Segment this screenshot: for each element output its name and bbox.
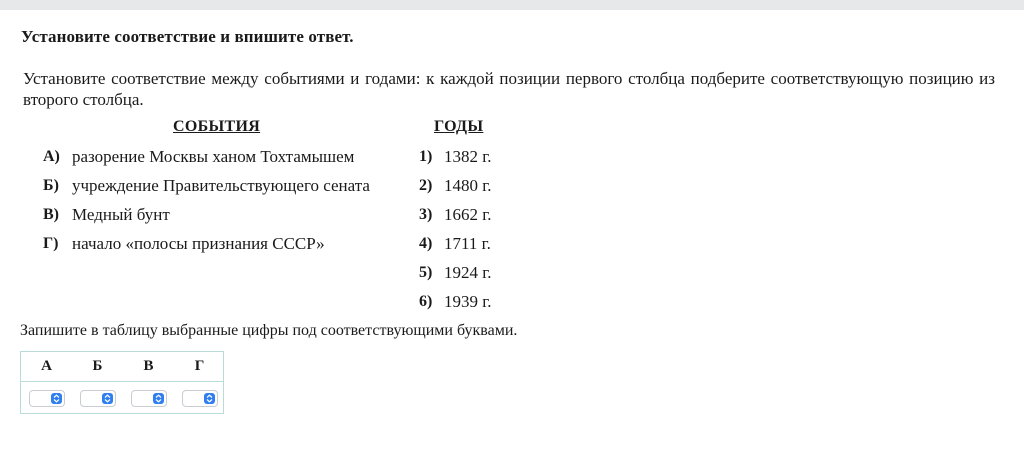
event-letter: Г)	[43, 235, 59, 252]
answer-select-a[interactable]	[29, 390, 65, 407]
year-number: 2)	[419, 177, 433, 194]
stepper-arrows-icon	[102, 393, 113, 404]
year-number: 6)	[419, 293, 433, 310]
year-number: 5)	[419, 264, 433, 281]
event-text: начало «полосы признания СССР»	[72, 234, 325, 253]
answer-select-g[interactable]	[182, 390, 218, 407]
year-number: 3)	[419, 206, 433, 223]
answer-select-b[interactable]	[80, 390, 116, 407]
answer-select-v[interactable]	[131, 390, 167, 407]
stepper-arrows-icon	[204, 393, 215, 404]
year-text: 1480 г.	[444, 176, 492, 195]
answer-header-b: Б	[92, 358, 103, 374]
stepper-arrows-icon	[51, 393, 62, 404]
stepper-arrows-icon	[153, 393, 164, 404]
answer-table	[20, 351, 224, 414]
year-text: 1924 г.	[444, 263, 492, 282]
task-instruction: Установите соответствие между событиями и годами: к каждой позиции первого столбца подберите соответствующую позицию из второго столбца.	[23, 69, 995, 109]
event-letter: В)	[43, 206, 59, 223]
year-text: 1662 г.	[444, 205, 492, 224]
events-column-title: СОБЫТИЯ	[173, 118, 261, 135]
answer-header-g: Г	[194, 358, 205, 374]
year-text: 1939 г.	[444, 292, 492, 311]
event-letter: А)	[43, 148, 60, 165]
event-text: Медный бунт	[72, 205, 170, 224]
top-bar	[0, 0, 1024, 10]
year-number: 1)	[419, 148, 433, 165]
year-text: 1711 г.	[444, 234, 491, 253]
answer-table-header	[21, 352, 223, 382]
year-text: 1382 г.	[444, 147, 492, 166]
task-heading: Установите соответствие и впишите ответ.	[21, 27, 354, 46]
event-letter: Б)	[43, 177, 59, 194]
answer-instruction: Запишите в таблицу выбранные цифры под соответствующими буквами.	[20, 322, 518, 339]
years-column-title: ГОДЫ	[434, 118, 484, 135]
answer-header-v: В	[143, 358, 154, 374]
event-text: учреждение Правительствующего сената	[72, 176, 370, 195]
answer-header-a: А	[41, 358, 52, 374]
year-number: 4)	[419, 235, 433, 252]
event-text: разорение Москвы ханом Тохтамышем	[72, 147, 355, 166]
